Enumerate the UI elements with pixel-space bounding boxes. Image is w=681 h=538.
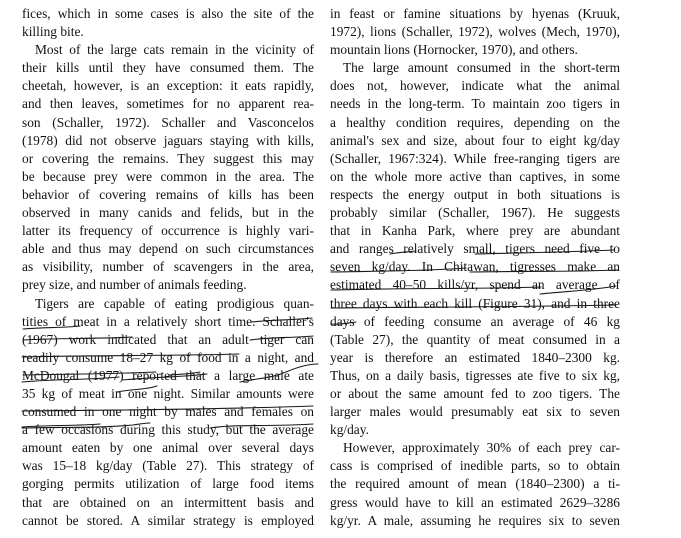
right-column <box>330 5 620 530</box>
text-line: amount eaten by one animal over several days <box>22 440 314 456</box>
text-line: and then leaves, sometimes for no apparent rea- <box>22 96 314 112</box>
text-line: prey size, and number of animals feeding. <box>22 277 247 293</box>
text-line: in feast or famine situations by hyenas (Kruuk, <box>330 6 620 21</box>
text-line: (Table 27), the quantity of meat consumed in a <box>330 331 620 347</box>
text-line: days of feeding consume an average of 46 kg <box>330 313 620 329</box>
text-line: needs in the long-term. To maintain zoo tigers in <box>330 96 620 112</box>
text-line: son (Schaller, 1972). Schaller and Vasconcelos <box>22 114 314 130</box>
text-line: a healthy condition requires, depending on the <box>330 114 620 130</box>
text-line: able and thus may depend on such circumstances <box>22 241 314 257</box>
text-line: year is therefore an estimated 1840–2300 kg. <box>330 349 620 365</box>
text-line: be because prey were common in the area. The <box>22 168 314 184</box>
left-column <box>22 5 314 530</box>
text-line: their kills until they have consumed them. The <box>22 60 314 76</box>
text-line: and ranges relatively small, tigers need five to <box>330 241 620 257</box>
text-line: However, approximately 30% of each prey car- <box>343 440 620 456</box>
text-line: was 15–18 kg/day (Table 27). This strategy of <box>22 458 314 474</box>
text-line: cass is comprised of inedible parts, so to obtain <box>330 458 620 474</box>
text-line: consumed in one night by males and females on <box>22 404 314 420</box>
text-line: readily consume 18–27 kg of food in a night, and <box>22 349 314 365</box>
text-line: Thus, on a daily basis, tigresses ate five to six kg, <box>330 367 620 383</box>
text-line: a few occasions during this study, but the average <box>22 422 314 438</box>
text-line: three days with each kill (Figure 31), and in three <box>330 295 620 311</box>
text-line: The large amount consumed in the short-term <box>343 60 620 76</box>
text-line: 35 kg of meat in one night. Similar amounts were <box>22 385 314 401</box>
text-line: gorging permits utilization of large food items <box>22 476 314 492</box>
text-line: does not, however, indicate what the animal <box>330 78 620 94</box>
text-line: estimated 40–50 kills/yr, spend an average of <box>330 277 620 293</box>
text-line: seven kg/day. In Chitawan, tigresses make an <box>330 259 620 275</box>
text-line: larger males would presumably eat six to seven <box>330 404 620 420</box>
text-line: latter its frequency of occurrence is highly vari- <box>22 223 314 239</box>
text-line: respects the energy output in both situations is <box>330 186 620 202</box>
text-line: (1967) work indicated that an adult tiger can <box>22 331 314 347</box>
text-line: observed in many canids and felids, but in the <box>22 205 314 221</box>
text-line: probably similar (Schaller, 1967). He suggests <box>330 205 620 221</box>
text-line: McDougal (1977) reported that a large male ate <box>22 367 314 383</box>
text-line: cheetah, however, is an exception: it eats rapidly, <box>22 78 314 94</box>
text-line: 1972), lions (Schaller, 1972), wolves (Mech, 1970), <box>330 24 620 40</box>
text-line: killing bite. <box>22 24 84 40</box>
text-line: Tigers are capable of eating prodigious quan- <box>35 295 314 311</box>
text-line: kg/yr. A male, assuming he requires six to seven <box>330 512 620 528</box>
text-line: cannot be stored. A similar strategy is employed <box>22 512 314 528</box>
text-line: Most of the large cats remain in the vicinity of <box>35 42 314 58</box>
text-line: fices, which in some cases is also the site of the <box>22 6 314 21</box>
text-line: mountain lions (Hornocker, 1970), and others. <box>330 42 578 58</box>
text-line: as visibility, number of scavengers in the area, <box>22 259 314 275</box>
text-line: that are obtained on an intermittent basis and <box>22 494 314 510</box>
text-line: gress would have to kill an estimated 2629–3286 <box>330 494 620 510</box>
text-line: on the whole more active than captives, in some <box>330 168 620 184</box>
text-line: or about the same amount fed to zoo tigers. The <box>330 385 620 401</box>
text-line: or covering the remains. They suggest this may <box>22 150 314 166</box>
text-line: behavior of covering remains of kills has been <box>22 186 314 202</box>
text-line: (1978) did not observe jaguars staying with kills, <box>22 132 314 148</box>
text-line: animal's sex and size, about four to eight kg/day <box>330 132 620 148</box>
text-line: kg/day. <box>330 422 369 438</box>
text-line: (Schaller, 1967:324). While free-ranging tigers are <box>330 150 620 166</box>
text-line: that in Kanha Park, where prey are abundant <box>330 223 620 239</box>
text-line: the required amount of mean (1840–2300) a ti- <box>330 476 620 492</box>
text-line: tities of meat in a relatively short time. Schaller's <box>22 313 314 329</box>
